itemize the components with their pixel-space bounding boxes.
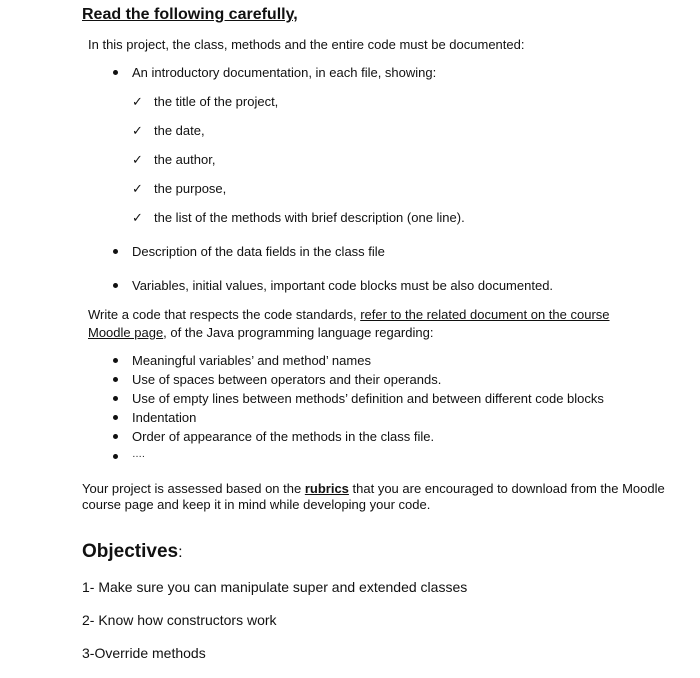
check-item-title: the title of the project, bbox=[154, 94, 279, 109]
bullet-icon bbox=[113, 415, 118, 420]
bullet-icon bbox=[113, 396, 118, 401]
objectives-title-text: Objectives bbox=[82, 541, 179, 562]
standards-link-line1[interactable]: refer to the related document on the course bbox=[360, 307, 610, 322]
standards-bullet-indentation: Indentation bbox=[132, 410, 197, 425]
check-item-methods: the list of the methods with brief description (one line). bbox=[154, 210, 465, 225]
check-icon: ✓ bbox=[132, 94, 143, 109]
bullet-icon bbox=[113, 358, 118, 363]
section-heading: Read the following carefully, bbox=[82, 6, 298, 23]
standards-text-line2 bbox=[88, 324, 433, 342]
check-item-purpose: the purpose, bbox=[154, 181, 227, 196]
standards-bullet-names: Meaningful variables’ and method’ names bbox=[132, 353, 371, 368]
check-item-author: the author, bbox=[154, 152, 216, 167]
standards-link-line2[interactable]: Moodle page bbox=[88, 325, 164, 340]
standards-text-after: , of the Java programming language regarding: bbox=[163, 325, 434, 340]
standards-text-line1 bbox=[88, 306, 610, 324]
bullet-icon bbox=[113, 283, 118, 288]
rubrics-link[interactable]: rubrics bbox=[304, 481, 349, 496]
bullet-icon bbox=[113, 70, 118, 75]
objective-item: 1- Make sure you can manipulate super and extended classes bbox=[82, 579, 468, 595]
bullet-icon bbox=[113, 249, 118, 254]
objective-item: 2- Know how constructors work bbox=[82, 612, 277, 628]
standards-bullet-order: Order of appearance of the methods in the class file. bbox=[132, 429, 435, 444]
check-icon: ✓ bbox=[132, 210, 143, 225]
assessment-text: Your project is assessed based on the bbox=[82, 481, 305, 496]
doc-bullet-datafields: Description of the data fields in the class file bbox=[132, 244, 385, 259]
check-icon: ✓ bbox=[132, 181, 143, 196]
objective-item: 3-Override methods bbox=[82, 645, 206, 661]
standards-text: Write a code that respects the code standards, bbox=[88, 307, 361, 322]
standards-bullet-ellipsis: …. bbox=[132, 449, 145, 460]
check-icon: ✓ bbox=[132, 152, 143, 167]
bullet-icon bbox=[113, 377, 118, 382]
check-item-date: the date, bbox=[154, 123, 205, 138]
objectives-colon: : bbox=[178, 544, 183, 561]
standards-bullet-empty-lines: Use of empty lines between methods’ definition and between different code blocks bbox=[132, 391, 604, 406]
objectives-title bbox=[82, 539, 183, 566]
intro-text: In this project, the class, methods and the entire code must be documented: bbox=[88, 37, 525, 52]
doc-bullet-intro: An introductory documentation, in each file, showing: bbox=[132, 65, 437, 80]
bullet-icon bbox=[113, 454, 118, 459]
doc-bullet-variables: Variables, initial values, important code blocks must be also documented. bbox=[132, 278, 554, 293]
assessment-line2: course page and keep it in mind while developing your code. bbox=[82, 497, 431, 512]
bullet-icon bbox=[113, 434, 118, 439]
assessment-text-after: that you are encouraged to download from the Moodle bbox=[348, 481, 665, 496]
check-icon: ✓ bbox=[132, 123, 143, 138]
standards-bullet-spaces: Use of spaces between operators and their operands. bbox=[132, 372, 442, 387]
